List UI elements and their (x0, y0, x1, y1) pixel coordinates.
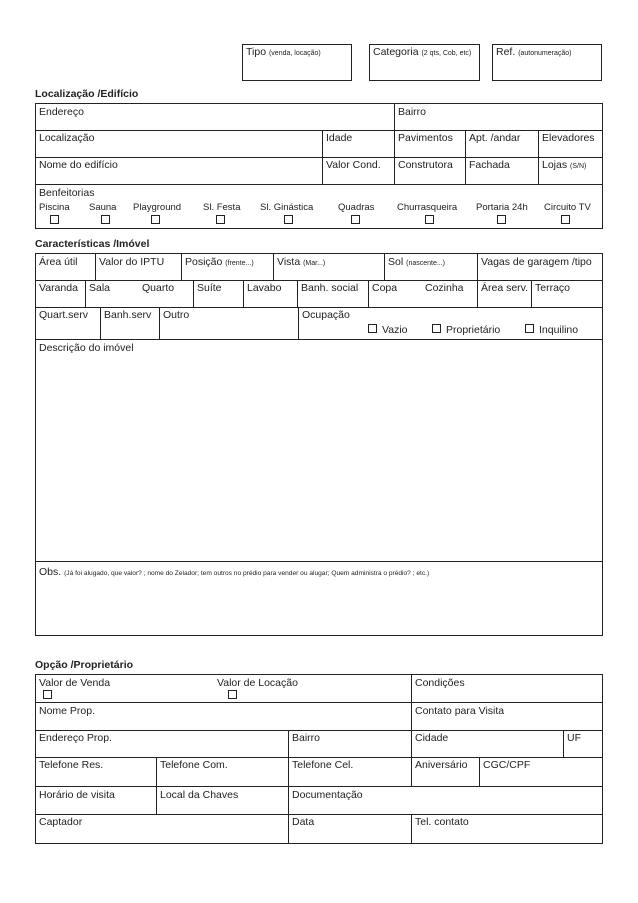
nome-prop-field[interactable] (36, 703, 411, 730)
posicao-field[interactable] (181, 254, 273, 280)
terraco-field[interactable] (531, 280, 602, 307)
posicao-hint: (frente...) (225, 260, 254, 267)
quarto-label: Quarto (142, 282, 175, 294)
obs-field[interactable] (35, 562, 603, 636)
uf-field[interactable] (563, 730, 602, 757)
local-chaves-field[interactable] (156, 787, 288, 814)
area-serv-field[interactable] (477, 280, 531, 307)
cozinha-field[interactable] (422, 280, 477, 307)
copa-label: Copa (372, 282, 398, 294)
valor-cond-label: Valor Cond. (326, 159, 381, 171)
outro-field[interactable] (159, 307, 298, 339)
telefone-cel-label: Telefone Cel. (292, 759, 354, 771)
valor-locacao-checkbox[interactable] (228, 690, 237, 699)
sala-field[interactable] (85, 280, 139, 307)
elevadores-label: Elevadores (542, 132, 595, 144)
suite-label: Suíte (197, 282, 222, 294)
ref-field[interactable] (492, 44, 602, 81)
row-comodos (35, 280, 603, 308)
descricao-field[interactable] (35, 340, 603, 562)
obs-label: Obs. (39, 566, 62, 578)
construtora-field[interactable] (394, 157, 465, 184)
vazio-label: Vazio (382, 324, 408, 336)
sl-ginastica-checkbox[interactable] (284, 215, 293, 224)
captador-field[interactable] (36, 814, 288, 843)
horario-visita-label: Horário de visita (39, 789, 115, 801)
valor-cond-field[interactable] (322, 157, 394, 184)
inquilino-label: Inquilino (539, 324, 579, 336)
vista-field[interactable] (273, 254, 384, 280)
sol-field[interactable] (384, 254, 477, 280)
varanda-label: Varanda (39, 282, 78, 294)
categoria-field[interactable] (369, 44, 480, 81)
benfeitorias-label: Benfeitorias (39, 187, 95, 199)
varanda-field[interactable] (36, 280, 85, 307)
quarto-field[interactable] (139, 280, 193, 307)
circuito-tv-checkbox[interactable] (561, 215, 570, 224)
portaria-checkbox[interactable] (497, 215, 506, 224)
nome-prop-label: Nome Prop. (39, 705, 96, 717)
horario-visita-field[interactable] (36, 787, 156, 814)
tipo-field[interactable] (242, 44, 352, 81)
valor-venda-label: Valor de Venda (39, 677, 111, 689)
valor-locacao-field (214, 675, 411, 702)
vista-label: Vista (277, 256, 301, 268)
row-benfeitorias (35, 184, 603, 229)
row-endereco-prop (35, 730, 603, 758)
row-servico (35, 307, 603, 340)
contato-visita-label: Contato para Visita (415, 705, 505, 717)
apt-andar-field[interactable] (465, 130, 538, 157)
benf-sl-festa: Sl. Festa (203, 202, 241, 213)
benf-churrasqueira: Churrasqueira (397, 202, 458, 213)
documentacao-field[interactable] (288, 787, 602, 814)
piscina-checkbox[interactable] (50, 215, 59, 224)
quadras-checkbox[interactable] (351, 215, 360, 224)
lavabo-label: Lavabo (247, 282, 282, 294)
tel-contato-field[interactable] (411, 814, 602, 843)
telefone-cel-field[interactable] (288, 757, 411, 786)
endereco-label: Endereço (39, 106, 84, 118)
row-area (35, 253, 603, 281)
sauna-checkbox[interactable] (101, 215, 110, 224)
elevadores-field[interactable] (538, 130, 602, 157)
uf-label: UF (567, 732, 581, 744)
bairro-label: Bairro (398, 106, 427, 118)
localizacao-field[interactable] (36, 130, 322, 157)
categoria-label: Categoria (373, 46, 419, 58)
row-nome-prop (35, 703, 603, 731)
area-util-label: Área útil (39, 256, 78, 268)
banh-serv-field[interactable] (100, 307, 159, 339)
pavimentos-label: Pavimentos (398, 132, 453, 144)
tipo-label: Tipo (246, 46, 267, 58)
descricao-label: Descrição do imóvel (39, 342, 134, 354)
telefone-res-field[interactable] (36, 757, 156, 786)
posicao-label: Posição (185, 256, 223, 268)
condicoes-field[interactable] (411, 675, 602, 702)
localizacao-label: Localização (39, 132, 95, 144)
row-localizacao (35, 130, 603, 158)
ref-label: Ref. (496, 46, 516, 58)
lavabo-field[interactable] (243, 280, 297, 307)
inquilino-checkbox[interactable] (525, 324, 534, 333)
contato-visita-field[interactable] (411, 703, 602, 730)
sala-label: Sala (89, 282, 111, 294)
valor-iptu-label: Valor do IPTU (99, 256, 165, 268)
outro-label: Outro (163, 309, 190, 321)
benf-circuito-tv: Circuito TV (544, 202, 591, 213)
lojas-field[interactable] (538, 157, 602, 184)
benf-quadras: Quadras (338, 202, 375, 213)
categoria-hint: (2 qts, Cob, etc) (421, 50, 472, 57)
local-chaves-label: Local da Chaves (160, 789, 239, 801)
proprietario-label: Proprietário (446, 324, 501, 336)
telefone-res-label: Telefone Res. (39, 759, 104, 771)
proprietario-checkbox[interactable] (432, 324, 441, 333)
opcao-title: Opção /Proprietário (35, 659, 134, 671)
idade-label: Idade (326, 132, 353, 144)
fachada-field[interactable] (465, 157, 538, 184)
valor-venda-checkbox[interactable] (43, 690, 52, 699)
bairro-prop-label: Bairro (292, 732, 321, 744)
banh-social-label: Banh. social (301, 282, 359, 294)
ocupacao-label: Ocupação (302, 309, 350, 321)
sl-festa-checkbox[interactable] (216, 215, 225, 224)
vazio-checkbox[interactable] (368, 324, 377, 333)
data-label: Data (292, 816, 315, 828)
vista-hint: (Mar...) (303, 260, 326, 267)
terraco-label: Terraço (535, 282, 571, 294)
quart-serv-field[interactable] (36, 307, 100, 339)
benf-sl-ginastica: Sl. Ginástica (260, 202, 314, 213)
ocupacao-field (298, 307, 602, 339)
ref-hint: (autonumeração) (518, 50, 572, 57)
construtora-label: Construtora (398, 159, 453, 171)
obs-hint: (Já foi alugado, que valor? ; nome do Zelador; tem outros no prédio para vender ou alugar; Quem administra o prédio? ; etc.) (64, 570, 430, 577)
row-captador (35, 814, 603, 844)
data-field[interactable] (288, 814, 411, 843)
playground-checkbox[interactable] (151, 215, 160, 224)
banh-serv-label: Banh.serv (104, 309, 152, 321)
apt-andar-label: Apt. /andar (469, 132, 521, 144)
vagas-field[interactable] (477, 254, 602, 280)
churrasqueira-checkbox[interactable] (425, 215, 434, 224)
vagas-label: Vagas de garagem /tipo (481, 256, 592, 268)
banh-social-field[interactable] (297, 280, 368, 307)
benf-portaria: Portaria 24h (476, 202, 528, 213)
tipo-hint: (venda, locação) (268, 50, 321, 57)
cidade-label: Cidade (415, 732, 449, 744)
row-valores (35, 674, 603, 703)
quart-serv-label: Quart.serv (39, 309, 89, 321)
nome-edificio-label: Nome do edifício (39, 159, 118, 171)
bairro-field[interactable] (394, 104, 602, 130)
captador-label: Captador (39, 816, 83, 828)
idade-field[interactable] (322, 130, 394, 157)
documentacao-label: Documentação (292, 789, 363, 801)
row-telefones (35, 757, 603, 787)
endereco-prop-field[interactable] (36, 730, 288, 757)
benf-playground: Playground (133, 202, 182, 213)
bairro-prop-field[interactable] (288, 730, 411, 757)
area-util-field[interactable] (36, 254, 95, 280)
tel-contato-label: Tel. contato (415, 816, 469, 828)
lojas-label: Lojas (542, 159, 568, 171)
copa-field[interactable] (368, 280, 422, 307)
row-horario (35, 787, 603, 815)
endereco-field[interactable] (36, 104, 394, 130)
valor-locacao-label: Valor de Locação (217, 677, 298, 689)
endereco-prop-label: Endereço Prop. (39, 732, 112, 744)
telefone-com-field[interactable] (156, 757, 288, 786)
caracteristicas-title: Características /Imóvel (35, 238, 150, 250)
valor-iptu-field[interactable] (95, 254, 181, 280)
sol-hint: (nascente...) (406, 260, 446, 267)
fachada-label: Fachada (469, 159, 510, 171)
cgc-cpf-field[interactable] (479, 757, 602, 786)
benf-sauna: Sauna (89, 202, 117, 213)
localizacao-title: Localização /Edifício (35, 88, 139, 100)
benf-piscina: Piscina (39, 202, 70, 213)
lojas-hint: (S/N) (570, 163, 587, 170)
sol-label: Sol (388, 256, 404, 268)
cgc-cpf-label: CGC/CPF (483, 759, 531, 771)
row-edificio (35, 157, 603, 185)
row-endereco (35, 103, 603, 131)
nome-edificio-field[interactable] (36, 157, 322, 184)
cozinha-label: Cozinha (425, 282, 464, 294)
area-serv-label: Área serv. (481, 282, 529, 294)
aniversario-field[interactable] (411, 757, 479, 786)
suite-field[interactable] (193, 280, 243, 307)
aniversario-label: Aniversário (415, 759, 468, 771)
cidade-field[interactable] (411, 730, 563, 757)
telefone-com-label: Telefone Com. (160, 759, 228, 771)
valor-venda-field (36, 675, 214, 702)
pavimentos-field[interactable] (394, 130, 465, 157)
condicoes-label: Condições (415, 677, 465, 689)
